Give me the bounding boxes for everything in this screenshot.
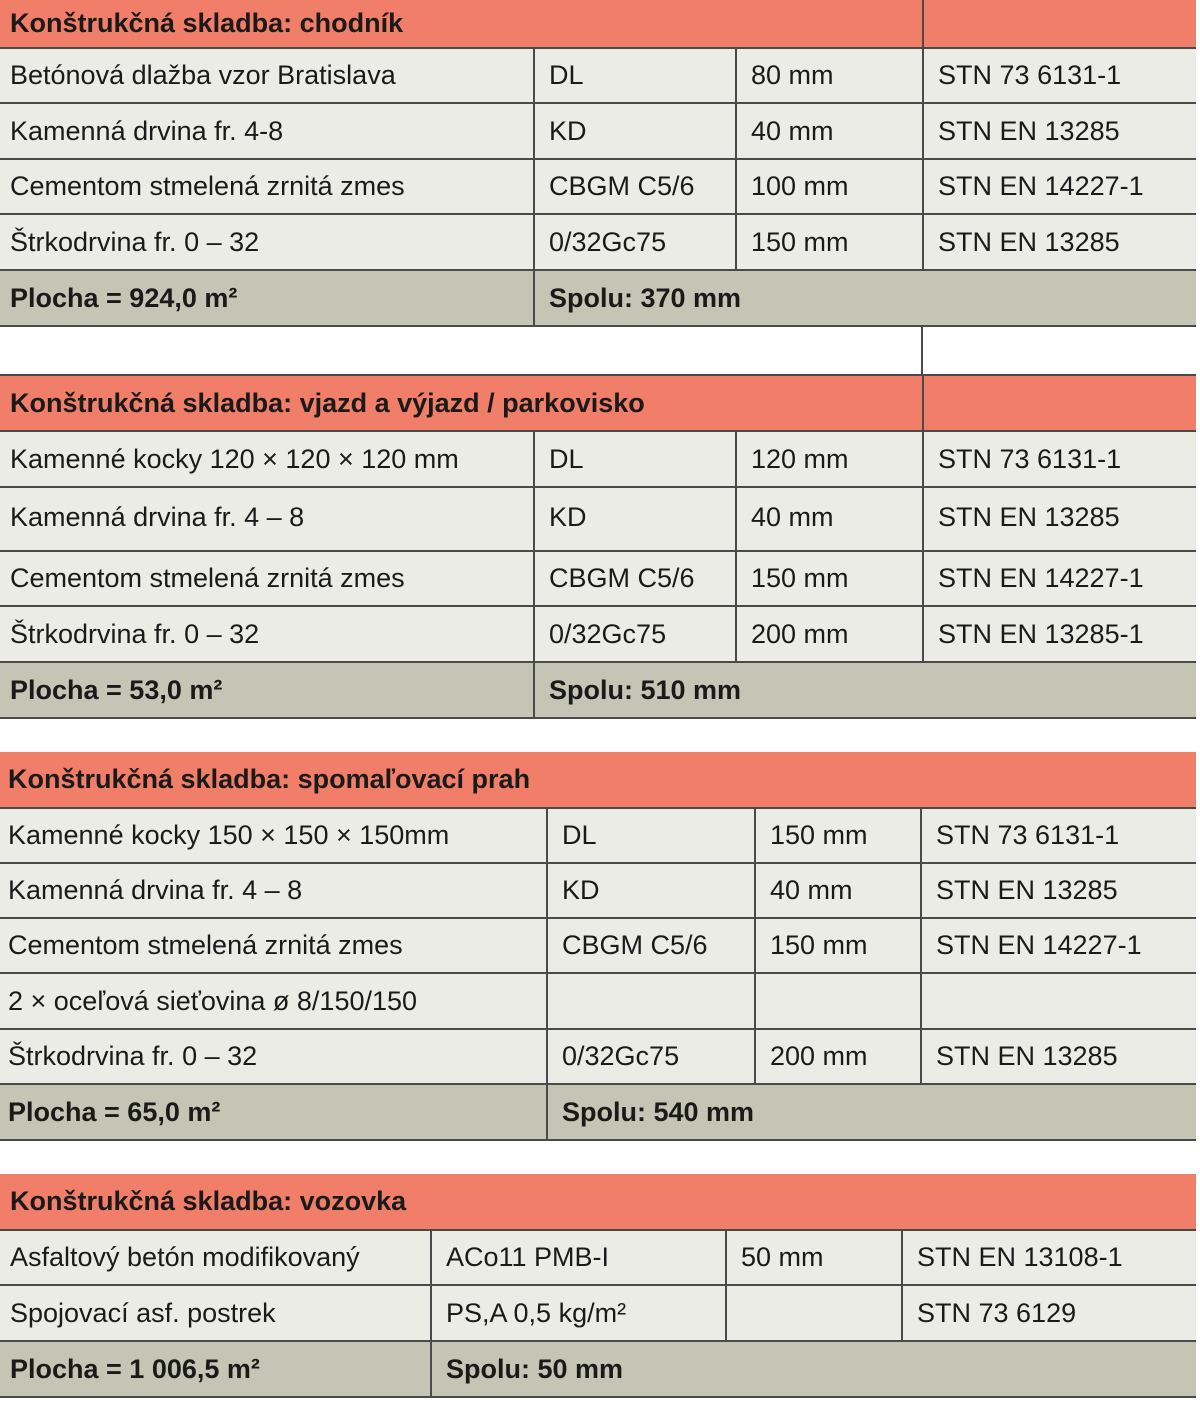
standard-cell: STN EN 13285-1 bbox=[923, 606, 1196, 662]
thickness-cell: 150 mm bbox=[755, 918, 921, 973]
table-title: Konštrukčná skladba: chodník bbox=[0, 0, 923, 48]
total-cell: Spolu: 50 mm bbox=[431, 1341, 1196, 1397]
table-footer bbox=[0, 662, 1196, 718]
thickness-cell: 80 mm bbox=[736, 48, 923, 103]
thickness-cell: 40 mm bbox=[736, 103, 923, 159]
code-cell: 0/32Gc75 bbox=[534, 606, 736, 662]
material-cell: Kamenné kocky 120 × 120 × 120 mm bbox=[0, 431, 534, 487]
standard-cell: STN EN 13285 bbox=[921, 1029, 1196, 1084]
standard-cell: STN EN 13285 bbox=[923, 214, 1196, 270]
table-footer bbox=[0, 270, 1196, 326]
thickness-cell: 200 mm bbox=[755, 1029, 921, 1084]
material-cell: Kamenná drvina fr. 4 – 8 bbox=[0, 863, 547, 918]
total-cell: Spolu: 370 mm bbox=[534, 270, 1196, 326]
material-cell: Asfaltový betón modifikovaný bbox=[0, 1230, 431, 1285]
total-cell: Spolu: 540 mm bbox=[547, 1084, 1196, 1140]
code-cell: 0/32Gc75 bbox=[534, 214, 736, 270]
material-cell: Kamenné kocky 150 × 150 × 150mm bbox=[0, 808, 547, 863]
standard-cell: STN EN 13285 bbox=[921, 863, 1196, 918]
area-cell: Plocha = 53,0 m² bbox=[0, 662, 534, 718]
standard-cell: STN EN 13108-1 bbox=[902, 1230, 1196, 1285]
table-title: Konštrukčná skladba: vjazd a výjazd / parkovisko bbox=[0, 376, 923, 431]
material-cell: Štrkodrvina fr. 0 – 32 bbox=[0, 1029, 547, 1084]
code-cell: ACo11 PMB-I bbox=[431, 1230, 726, 1285]
table-title: Konštrukčná skladba: spomaľovací prah bbox=[0, 752, 1196, 808]
material-cell: Spojovací asf. postrek bbox=[0, 1285, 431, 1341]
table-row bbox=[0, 1230, 1196, 1285]
table-chodnik bbox=[0, 0, 1196, 327]
standard-cell: STN EN 14227-1 bbox=[923, 551, 1196, 606]
standard-cell: STN 73 6131-1 bbox=[923, 431, 1196, 487]
thickness-cell: 200 mm bbox=[736, 606, 923, 662]
code-cell: DL bbox=[534, 48, 736, 103]
table-vjazd-parkovisko bbox=[0, 376, 1196, 719]
code-cell: KD bbox=[534, 103, 736, 159]
material-cell: 2 × oceľová sieťovina ø 8/150/150 bbox=[0, 973, 547, 1029]
thickness-cell: 40 mm bbox=[736, 487, 923, 551]
material-cell: Štrkodrvina fr. 0 – 32 bbox=[0, 214, 534, 270]
table-row bbox=[0, 606, 1196, 662]
material-cell: Betónová dlažba vzor Bratislava bbox=[0, 48, 534, 103]
standard-cell bbox=[921, 973, 1196, 1029]
material-cell: Cementom stmelená zrnitá zmes bbox=[0, 159, 534, 214]
standard-cell: STN EN 13285 bbox=[923, 487, 1196, 551]
area-cell: Plocha = 65,0 m² bbox=[0, 1084, 547, 1140]
thickness-cell: 150 mm bbox=[736, 551, 923, 606]
code-cell: CBGM C5/6 bbox=[534, 551, 736, 606]
material-cell: Cementom stmelená zrnitá zmes bbox=[0, 918, 547, 973]
material-cell: Kamenná drvina fr. 4-8 bbox=[0, 103, 534, 159]
table-row bbox=[0, 863, 1196, 918]
standard-cell: STN EN 13285 bbox=[923, 103, 1196, 159]
code-cell: KD bbox=[547, 863, 755, 918]
area-cell: Plocha = 1 006,5 m² bbox=[0, 1341, 431, 1397]
material-cell: Kamenná drvina fr. 4 – 8 bbox=[0, 487, 534, 551]
thickness-cell: 100 mm bbox=[736, 159, 923, 214]
area-cell: Plocha = 924,0 m² bbox=[0, 270, 534, 326]
material-cell: Cementom stmelená zrnitá zmes bbox=[0, 551, 534, 606]
table-row bbox=[0, 48, 1196, 103]
table-row bbox=[0, 1285, 1196, 1341]
code-cell: PS,A 0,5 kg/m² bbox=[431, 1285, 726, 1341]
section-gap bbox=[921, 326, 923, 374]
table-row bbox=[0, 973, 1196, 1029]
table-row bbox=[0, 159, 1196, 214]
table-row bbox=[0, 808, 1196, 863]
table-row bbox=[0, 431, 1196, 487]
code-cell: KD bbox=[534, 487, 736, 551]
table-footer bbox=[0, 1341, 1196, 1397]
standard-cell: STN 73 6131-1 bbox=[921, 808, 1196, 863]
total-cell: Spolu: 510 mm bbox=[534, 662, 1196, 718]
standard-cell: STN 73 6131-1 bbox=[923, 48, 1196, 103]
table-row bbox=[0, 918, 1196, 973]
code-cell: CBGM C5/6 bbox=[547, 918, 755, 973]
table-vozovka bbox=[0, 1174, 1196, 1398]
thickness-cell bbox=[726, 1285, 902, 1341]
thickness-cell: 150 mm bbox=[755, 808, 921, 863]
thickness-cell: 50 mm bbox=[726, 1230, 902, 1285]
table-title: Konštrukčná skladba: vozovka bbox=[0, 1174, 1196, 1230]
thickness-cell: 40 mm bbox=[755, 863, 921, 918]
code-cell bbox=[547, 973, 755, 1029]
standard-cell: STN EN 14227-1 bbox=[921, 918, 1196, 973]
code-cell: DL bbox=[547, 808, 755, 863]
standard-cell: STN EN 14227-1 bbox=[923, 159, 1196, 214]
standard-cell: STN 73 6129 bbox=[902, 1285, 1196, 1341]
thickness-cell: 120 mm bbox=[736, 431, 923, 487]
table-row bbox=[0, 487, 1196, 551]
table-row bbox=[0, 214, 1196, 270]
code-cell: DL bbox=[534, 431, 736, 487]
material-cell: Štrkodrvina fr. 0 – 32 bbox=[0, 606, 534, 662]
table-spomalovaci-prah bbox=[0, 752, 1196, 1141]
code-cell: CBGM C5/6 bbox=[534, 159, 736, 214]
thickness-cell bbox=[755, 973, 921, 1029]
table-row bbox=[0, 103, 1196, 159]
table-footer bbox=[0, 1084, 1196, 1140]
thickness-cell: 150 mm bbox=[736, 214, 923, 270]
table-row bbox=[0, 1029, 1196, 1084]
table-row bbox=[0, 551, 1196, 606]
code-cell: 0/32Gc75 bbox=[547, 1029, 755, 1084]
